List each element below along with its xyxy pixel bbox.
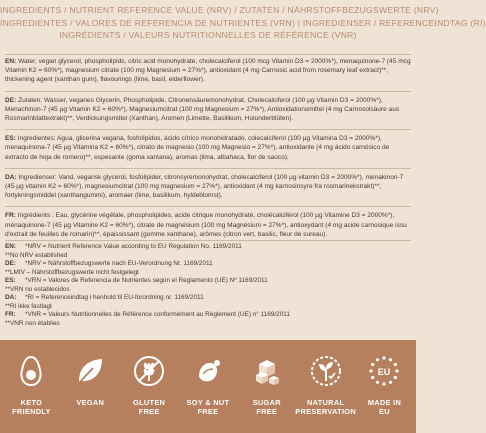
badge-label: VEGAN	[76, 398, 105, 407]
note-sub: **LMIV – Nährstoffbezugswerte nicht festgelegt	[5, 268, 139, 276]
note-sub: **VNR non établies	[5, 319, 60, 327]
note-es	[5, 277, 411, 294]
avocado-icon	[14, 354, 48, 388]
section-divider	[5, 206, 411, 207]
header-divider	[5, 54, 411, 55]
section-code: FR:	[5, 212, 16, 220]
note-text: *NRV = Nutrient Reference Value according to EU Regulation No. 1169/2011	[25, 243, 242, 250]
badge-label: KETO FRIENDLY	[12, 398, 51, 416]
note-text: *RI = Referenceindtag i henhold til EU-forordning nr. 1169/2011	[25, 294, 204, 301]
section-code: ES:	[5, 135, 16, 143]
ingredient-sections	[5, 57, 411, 239]
section-code: DA:	[5, 173, 17, 181]
note-code: EN:	[5, 243, 17, 250]
section-fr	[5, 211, 411, 239]
section-da	[5, 173, 411, 201]
header-line-1: INGREDIENTS / NUTRIENT REFERENCE VALUE (NRV) / ZUTATEN / NÄHRSTOFFBEZUGSWERTE (NRV)	[0, 5, 439, 15]
note-en	[5, 243, 411, 260]
badge-soy-nut-free	[180, 340, 236, 433]
note-code: FR:	[5, 311, 16, 318]
badge-vegan	[62, 340, 118, 433]
note-text: *VNR = Valeurs Nutritionnelles de Référence conformément au Règlement (UE) n° 1169/2011	[25, 311, 290, 318]
badge-keto-friendly	[3, 340, 59, 433]
header-line-2: INGREDIENTES / VALORES DE REFERENCIA DE NUTRIENTES (VRN) | INGREDIENSER / REFERENCEINDTAG (RI)	[0, 17, 486, 28]
badge-gluten-free	[121, 340, 177, 433]
badge-label: SOY & NUT FREE	[186, 398, 230, 416]
note-code: ES:	[5, 277, 16, 284]
footnotes	[5, 243, 411, 328]
section-text: Zutaten: Wasser, veganes Glycerin, Phospholipide, Citronensäuremonohydrat, Cholecalciferol (100 µg Vitamin D3 = 2000%*), Menachinon-7 (45 µg Vitamin K2 = 60%*), Magnesiumcitrat (100 mg Magnesium = 27%*), Antioxidationsmittel (4 mg Carnosolsäure aus Rosmarinblattextrakt)**, Verdickungsmittel (Xanthan), Aromen (Limette, Basilikum, Holunderblüten).	[5, 96, 400, 123]
badge-label: SUGAR FREE	[252, 398, 281, 416]
badge-sugar-free	[239, 340, 295, 433]
header-line-3: INGRÉDIENTS / VALEURS NUTRITIONNELLES DE RÉFÉRENCE (VNR)	[59, 30, 357, 40]
note-sub: **No NRV established	[5, 251, 68, 259]
badge-natural-preservation	[295, 340, 356, 433]
section-en	[5, 57, 411, 85]
note-de	[5, 260, 411, 277]
note-sub: **RI ikke fastlagt	[5, 302, 52, 310]
section-text: Water, vegan glycerol, phospholipids, citric acid monohydrate, cholecalciferol (100 mcg Vitamin D3 = 2000%*), menaquinone-7 (45 mcg Vitamin K2 = 60%*), magnesium citrate (100 mg Magnesium = 27%*), antioxidant (4 mg Carnosic acid from rosemary leaf extract)**, thickening agent (xanthan gum), flavourings (lime, basil, elderflower).	[5, 58, 411, 84]
section-divider	[5, 91, 411, 92]
badge-label: NATURAL PRESERVATION	[295, 398, 356, 416]
note-text: *NRV = Nährstoffbezugswerte nach EU-Verordnung Nr. 1169/2011	[25, 260, 213, 267]
section-text: Ingrédients : Eau, glycérine végétale, phospholipides, acide citrique monohydraté, cholécalciférol (100 µg Vitamine D3 = 2000%*), ménaquinone-7 (45 µg Vitamine K2 = 60%*), citrate de magnésium (100 mg Magnésium = 27%*), antioxydant (4 mg acide carnosique issu d'extrait de feuilles de romarin)**, épaississant (gomme xanthane), arômes (citron vert, basilic, fleur de sureau).	[5, 212, 407, 238]
eu-stars-icon	[367, 354, 401, 388]
plant-check-icon	[309, 354, 343, 388]
section-text: Ingredienser: Vand, vegansk glycerol, fosfolipider, citronsyremonohydrat, cholecalciferol (100 µg vitamin D3 = 2000%*), menakinon-7 (45 µg vitamin K2 = 60%*), magnesiumcitrat (100 mg magnesium = 27%*), antioxidant (4 mg karnosinsyre fra rosmarinekstrakt)**, fortykningsmiddel (xanthangummi), aromaer (lime, basilikum, hyldeblomst).	[5, 173, 404, 200]
note-text: *VRN = Valores de Referencia de Nutrientes según el Reglamento (UE) Nº 1169/2011	[25, 277, 268, 284]
note-sub: **VRN no establecidos	[5, 285, 70, 293]
badge-made-in-eu	[356, 340, 412, 433]
note-code: DA:	[5, 294, 17, 301]
badge-label: MADE IN EU	[367, 398, 402, 416]
badge-label: GLUTEN FREE	[133, 398, 166, 416]
section-code: DE:	[5, 96, 17, 104]
soy-nut-icon	[191, 354, 225, 388]
note-fr	[5, 311, 411, 328]
sugar-cube-icon	[250, 354, 284, 388]
note-da	[5, 294, 411, 311]
section-divider	[5, 129, 411, 130]
note-code: DE:	[5, 260, 17, 267]
section-text: Ingredientes: Agua, glicerina vegana, fosfolípidos, ácido cítrico monohidratado, colecalciferol (100 µg Vitamina D3 = 2000%*), menaquinona-7 (45 µg Vitamina K2 = 60%*), citrato de magnesio (100 mg Magnesio = 27%*), antioxidante (4 mg ácido carnósico de extracto de hoja de romero)**, espesante (goma xantana), aromas (lima, albahaca, flor de saúco).	[5, 135, 390, 161]
notes-divider	[5, 240, 411, 241]
wheat-crossed-icon	[132, 354, 166, 388]
leaf-icon	[73, 354, 107, 388]
feature-badges-band	[0, 340, 416, 433]
section-de	[5, 96, 411, 124]
ingredients-header	[0, 0, 486, 55]
section-code: EN:	[5, 58, 17, 65]
svg-text:EU: EU	[378, 367, 391, 377]
section-es	[5, 134, 411, 162]
section-divider	[5, 168, 411, 169]
